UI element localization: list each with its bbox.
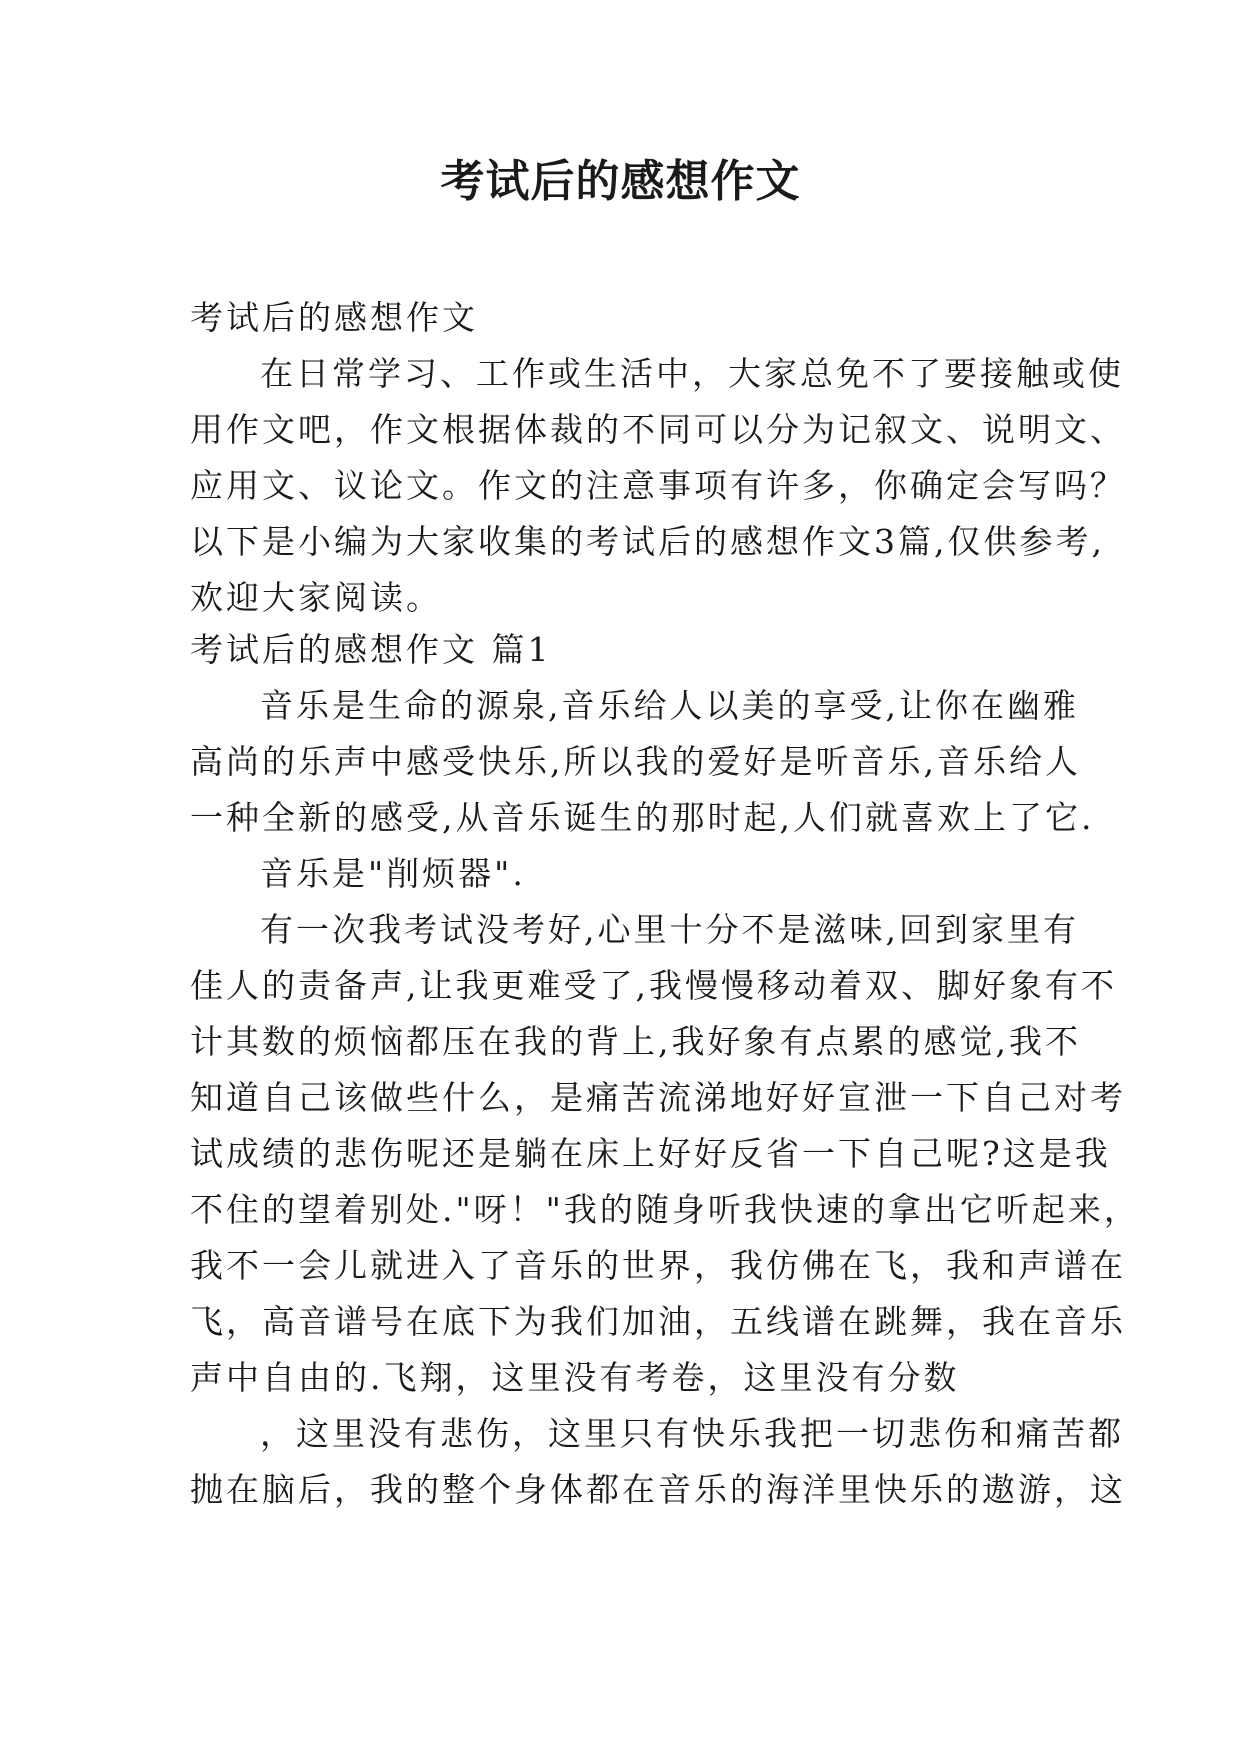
text-line: 在日常学习、工作或生活中，大家总免不了要接触或使: [260, 354, 1124, 393]
text-line: 以下是小编为大家收集的考试后的感想作文3篇,仅供参考,: [190, 522, 1105, 561]
document-subtitle: 考试后的感想作文: [190, 298, 478, 337]
text-line: 欢迎大家阅读。: [190, 578, 442, 617]
paragraph-3: [190, 902, 1140, 1406]
text-line: 不住的望着别处."呀！"我的随身听我快速的拿出它听起来，: [190, 1190, 1140, 1229]
text-line: 一种全新的感受,从音乐诞生的那时起,人们就喜欢上了它.: [190, 798, 1095, 837]
text-line: 音乐是"削烦器".: [260, 854, 526, 893]
text-line: ，这里没有悲伤，这里只有快乐我把一切悲伤和痛苦都: [260, 1414, 1124, 1453]
text-line: 抛在脑后，我的整个身体都在音乐的海洋里快乐的遨游，这: [190, 1470, 1126, 1509]
intro-paragraph: [190, 346, 1126, 626]
document-body: [190, 290, 1140, 1518]
text-line: 佳人的责备声,让我更难受了,我慢慢移动着双、脚好象有不: [190, 966, 1117, 1005]
page-title: 考试后的感想作文: [440, 156, 801, 207]
text-line: 应用文、议论文。作文的注意事项有许多，你确定会写吗？: [190, 466, 1126, 505]
section-heading: 考试后的感想作文 篇1: [190, 630, 552, 669]
text-line: 计其数的烦恼都压在我的背上,我好象有点累的感觉,我不: [190, 1022, 1081, 1061]
text-line: 知道自己该做些什么，是痛苦流涕地好好宣泄一下自己对考: [190, 1078, 1126, 1117]
text-line: 声中自由的.飞翔，这里没有考卷，这里没有分数: [190, 1358, 960, 1397]
text-line: 高尚的乐声中感受快乐,所以我的爱好是听音乐,音乐给人: [190, 742, 1081, 781]
paragraph-2: [190, 846, 1052, 902]
paragraph-4: [190, 1406, 1126, 1518]
paragraph-1: [190, 678, 1095, 846]
text-line: 我不一会儿就进入了音乐的世界，我仿佛在飞，我和声谱在: [190, 1246, 1126, 1285]
text-line: 有一次我考试没考好,心里十分不是滋味,回到家里有: [260, 910, 1079, 949]
text-line: 试成绩的悲伤呢还是躺在床上好好反省一下自己呢?这是我: [190, 1134, 1111, 1173]
text-line: 用作文吧，作文根据体裁的不同可以分为记叙文、说明文、: [190, 410, 1126, 449]
text-line: 音乐是生命的源泉,音乐给人以美的享受,让你在幽雅: [260, 686, 1079, 725]
text-line: 飞，高音谱号在底下为我们加油，五线谱在跳舞，我在音乐: [190, 1302, 1126, 1341]
